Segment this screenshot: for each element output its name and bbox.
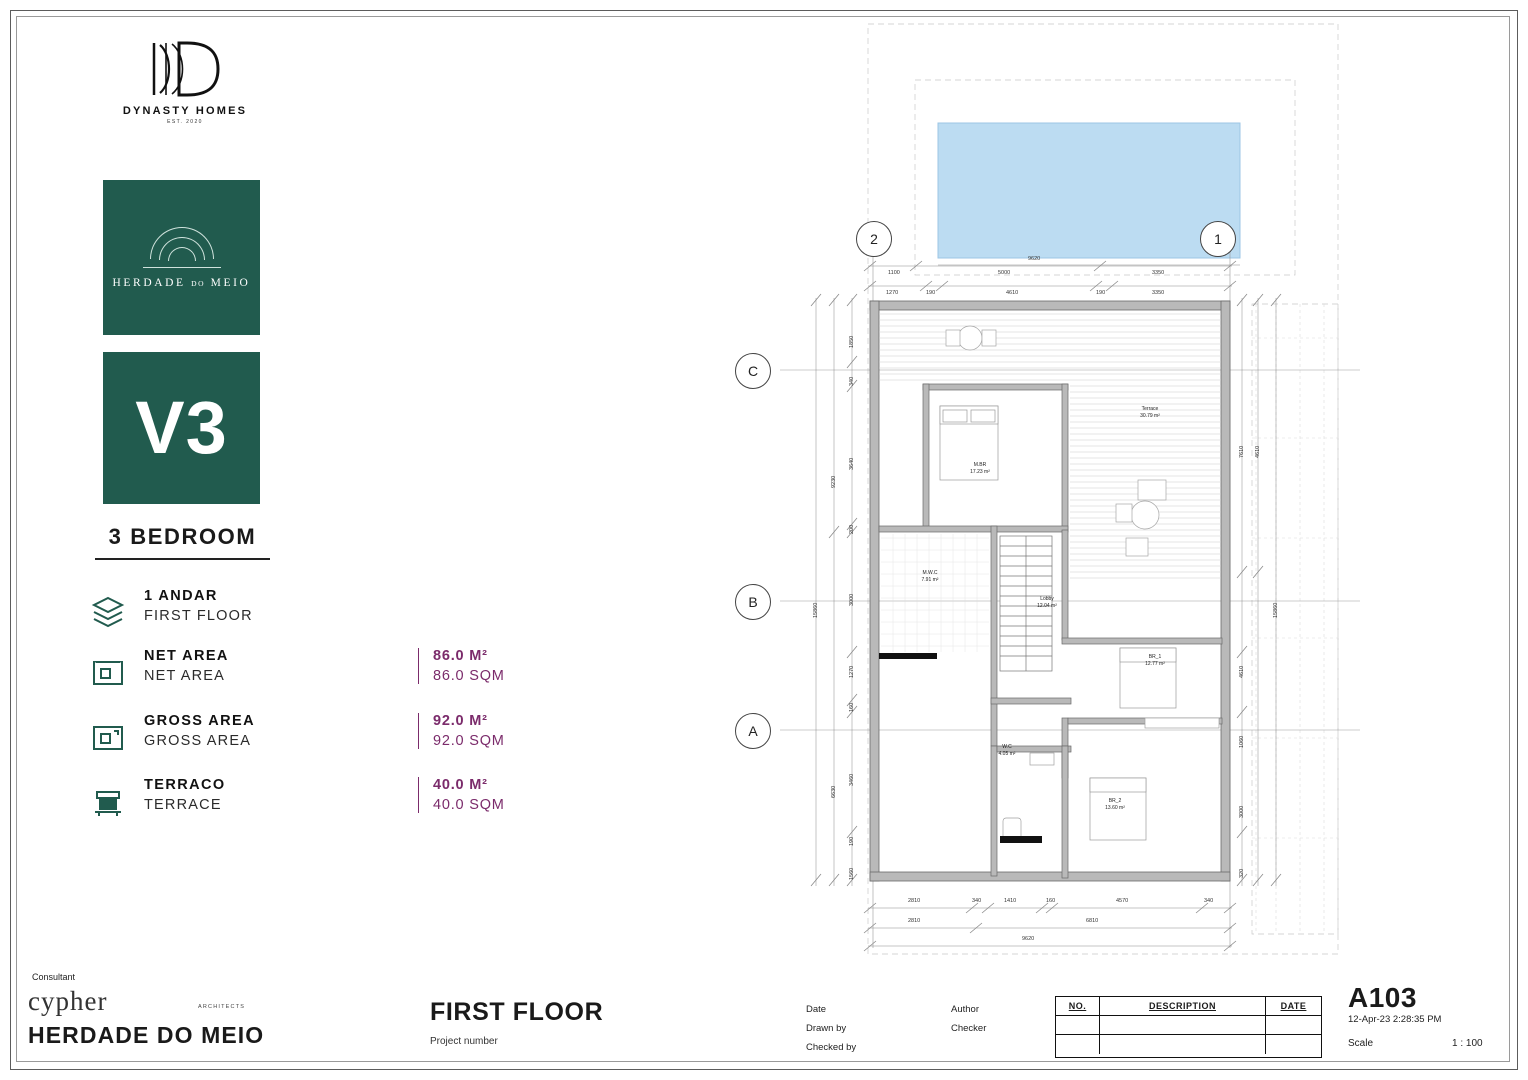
revision-col-description: DESCRIPTION [1100,997,1266,1015]
spec-label-en: TERRACE [144,797,222,813]
project-brand-text: HERDADE DO MEIO [112,276,251,289]
dim-bottom: 340 [1204,898,1214,904]
dim-right: 15860 [1273,602,1279,618]
dim-bottom: 1410 [1004,898,1017,904]
floor-plan-drawing [747,18,1500,978]
dim-bottom: 160 [1046,898,1056,904]
unit-code: V3 [135,386,228,469]
arc-logo-icon [143,227,221,268]
company-logo [120,38,250,125]
dim-bottom: 6810 [1086,918,1099,924]
checked-by-value: Checker [951,1023,987,1034]
dim-top: 1270 [886,290,899,296]
consultant-logo [28,986,246,1016]
revision-header-row [1056,997,1321,1016]
titleblock-meta [806,1000,987,1057]
dim-bottom: 340 [972,898,982,904]
dim-left: 3000 [849,593,855,606]
consultant-name: cypher [28,986,108,1016]
drawn-by-value: Author [951,1004,979,1015]
project-brand-box [103,180,260,335]
dim-left: 6630 [831,785,837,798]
dim-top: 1100 [888,270,900,276]
room-label-bedroom-1: BR_1 12.77 m² [1145,654,1165,667]
dim-top: 3350 [1152,290,1165,296]
spec-row-terrace [88,777,518,833]
spec-row-floor [88,588,518,644]
dim-left: 340 [849,376,855,386]
dim-top: 190 [926,290,936,296]
date-label: Date [806,1004,827,1015]
consultant-sub: ARCHITECTS [198,1004,246,1010]
spec-value-pt: 86.0 M² [433,648,488,664]
revision-col-date: DATE [1280,1001,1307,1011]
dim-right: 3000 [1239,805,1245,818]
unit-type-title: 3 BEDROOM [95,524,270,560]
unit-code-box [103,352,260,504]
dim-right: 7610 [1239,445,1245,458]
spec-label-en: FIRST FLOOR [144,608,253,624]
dim-bottom: 2810 [908,918,921,924]
project-number-label: Project number [430,1036,498,1047]
drawn-by-label: Drawn by [806,1023,847,1034]
dim-left: 15860 [813,602,819,618]
terrace-icon [88,781,128,821]
dim-left: 9230 [831,475,837,488]
dim-bottom: 9620 [1022,936,1035,942]
sheet-title: FIRST FLOOR [430,998,604,1026]
spec-value-pt: 92.0 M² [433,713,488,729]
dim-left: 200 [849,524,855,534]
room-label-lobby: Lobby 12.04 m² [1037,596,1057,609]
company-name: DYNASTY HOMES [122,105,248,117]
room-label-master-wc: M.W.C 7.91 m² [921,570,939,583]
company-est: EST. 2020 [167,119,203,125]
spec-label-pt: GROSS AREA [144,713,255,729]
dim-left: 160 [849,702,855,712]
scale-label: Scale [1348,1038,1374,1049]
floor-plan-svg [760,18,1500,978]
dim-left: 1560 [849,867,855,880]
spec-label-pt: TERRACO [144,777,226,793]
dim-right: 4610 [1239,665,1245,678]
layers-icon [88,592,128,632]
spec-value-en: 92.0 SQM [433,733,505,749]
dim-right: 320 [1239,868,1245,878]
gross-area-icon [88,717,128,757]
grid-bubble-1: 1 [1200,221,1236,257]
spec-row-gross-area [88,713,518,769]
dim-left: 190 [849,836,855,846]
spec-row-net-area [88,648,518,704]
spec-value-en: 40.0 SQM [433,797,505,813]
revision-table [1055,996,1322,1058]
dim-left: 3460 [849,773,855,786]
dim-bottom: 4570 [1116,898,1129,904]
net-area-icon [88,652,128,692]
spec-value-pt: 40.0 M² [433,777,488,793]
scale-value: 1 : 100 [1452,1038,1483,1049]
revision-row [1056,1035,1321,1054]
dim-top: 190 [1096,290,1106,296]
dim-top: 3350 [1152,270,1165,276]
dim-bottom: 2810 [908,898,921,904]
sheet-date: 12-Apr-23 2:28:35 PM [1348,1014,1442,1025]
pool-dimension: 9620 [1028,256,1041,262]
spec-label-pt: 1 ANDAR [144,588,218,604]
dim-right: 4610 [1255,445,1261,458]
dim-left: 1270 [849,665,855,678]
grid-bubble-C: C [735,353,771,389]
room-label-wc: W.C 4.05 m² [998,744,1016,757]
room-label-master-bedroom: M.BR 17.23 m² [970,462,990,475]
dynasty-monogram-icon [120,38,250,100]
revision-row [1056,1016,1321,1035]
sheet-number: A103 [1348,982,1417,1013]
spec-label-pt: NET AREA [144,648,229,664]
consultant-label: Consultant [32,972,76,982]
spec-label-en: GROSS AREA [144,733,252,749]
grid-bubble-2: 2 [856,221,892,257]
spec-value-en: 86.0 SQM [433,668,505,684]
checked-by-label: Checked by [806,1042,857,1053]
dim-top: 5000 [998,270,1011,276]
grid-bubble-B: B [735,584,771,620]
dim-left: 1850 [849,335,855,348]
dim-right: 1060 [1239,735,1245,748]
grid-bubble-A: A [735,713,771,749]
spec-label-en: NET AREA [144,668,226,684]
dim-top: 4610 [1006,290,1019,296]
dim-left: 3640 [849,457,855,470]
room-label-bedroom-2: BR_2 13.60 m² [1105,798,1125,811]
project-name: HERDADE DO MEIO [28,1022,265,1048]
revision-col-no: NO. [1056,997,1100,1015]
room-label-terrace: Terrace 30.79 m² [1140,406,1160,419]
